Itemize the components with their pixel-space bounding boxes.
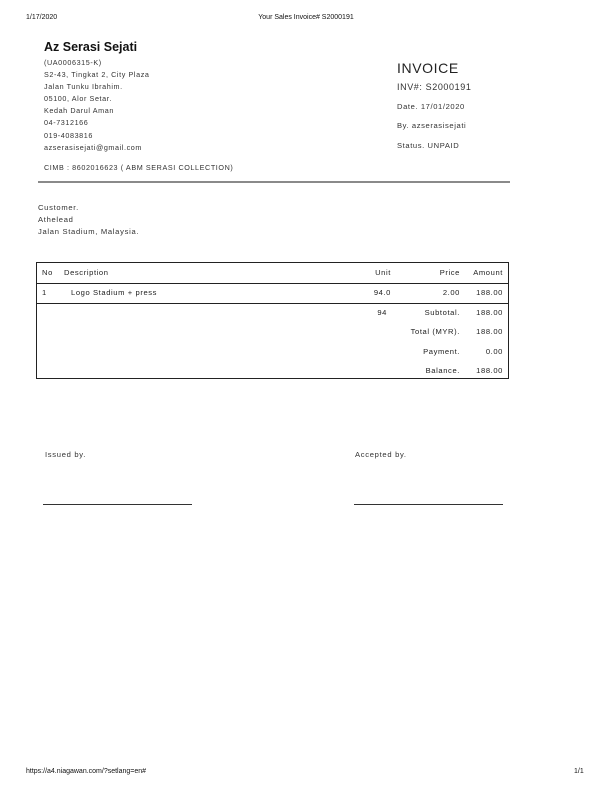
address-line: (UA0006315-K) (44, 58, 102, 67)
payment-value: 0.00 (485, 347, 503, 356)
row-unit: 94.0 (373, 288, 391, 297)
row-amount: 188.00 (476, 288, 503, 297)
company-name: Az Serasi Sejati (44, 40, 138, 54)
total-value: 188.00 (476, 327, 503, 336)
header-amount: Amount (473, 268, 503, 277)
bank-account: CIMB : 8602016623 ( ABM SERASI COLLECTION) (44, 163, 234, 172)
issued-by-signature-line (43, 504, 192, 505)
row-price: 2.00 (442, 288, 460, 297)
header-unit: Unit (375, 268, 391, 277)
phone-line: 019-4083816 (44, 130, 93, 140)
header-description: Description (64, 268, 109, 277)
print-url: https://a4.niagawan.com/?setlang=en# (26, 768, 147, 775)
header-price: Price (439, 268, 460, 277)
customer-name: Athelead (38, 215, 74, 224)
print-title: Your Sales Invoice# S2000191 (258, 14, 354, 21)
company-address (44, 57, 150, 154)
header-divider-line (37, 283, 508, 284)
unit-total: 94 (377, 308, 387, 317)
subtotal-value: 188.00 (476, 308, 503, 317)
header-divider (38, 181, 510, 183)
total-label: Total (MYR). (410, 327, 460, 336)
invoice-status: Status. UNPAID (397, 141, 460, 150)
address-line: Jalan Tunku Ibrahim. (44, 82, 123, 92)
invoice-number: INV#: S2000191 (397, 82, 472, 92)
email-line: azserasisejati@gmail.com (44, 142, 142, 152)
balance-label: Balance. (425, 366, 460, 375)
accepted-by-signature-line (354, 504, 503, 505)
row-no: 1 (42, 288, 47, 297)
balance-value: 188.00 (476, 366, 503, 375)
issued-by-label: Issued by. (45, 450, 87, 459)
phone-line: 04-7312166 (44, 118, 89, 128)
address-line: Kedah Darul Aman (44, 106, 114, 116)
address-line: S2-43, Tingkat 2, City Plaza (44, 70, 150, 80)
print-page-number: 1/1 (574, 768, 584, 775)
customer-block (38, 202, 139, 238)
items-table (36, 262, 509, 379)
invoice-title: INVOICE (397, 60, 459, 76)
invoice-date: Date. 17/01/2020 (397, 102, 465, 111)
customer-address: Jalan Stadium, Malaysia. (38, 227, 140, 236)
address-line: 05100, Alor Setar. (44, 94, 112, 104)
invoice-by: By. azserasisejati (397, 121, 467, 130)
header-no: No (42, 268, 53, 277)
accepted-by-label: Accepted by. (355, 450, 407, 459)
row-description: Logo Stadium + press (71, 288, 158, 297)
payment-label: Payment. (423, 347, 460, 356)
customer-label: Customer. (38, 203, 79, 212)
row-divider-line (37, 303, 508, 304)
print-date: 1/17/2020 (26, 14, 58, 21)
subtotal-label: Subtotal. (424, 308, 460, 317)
